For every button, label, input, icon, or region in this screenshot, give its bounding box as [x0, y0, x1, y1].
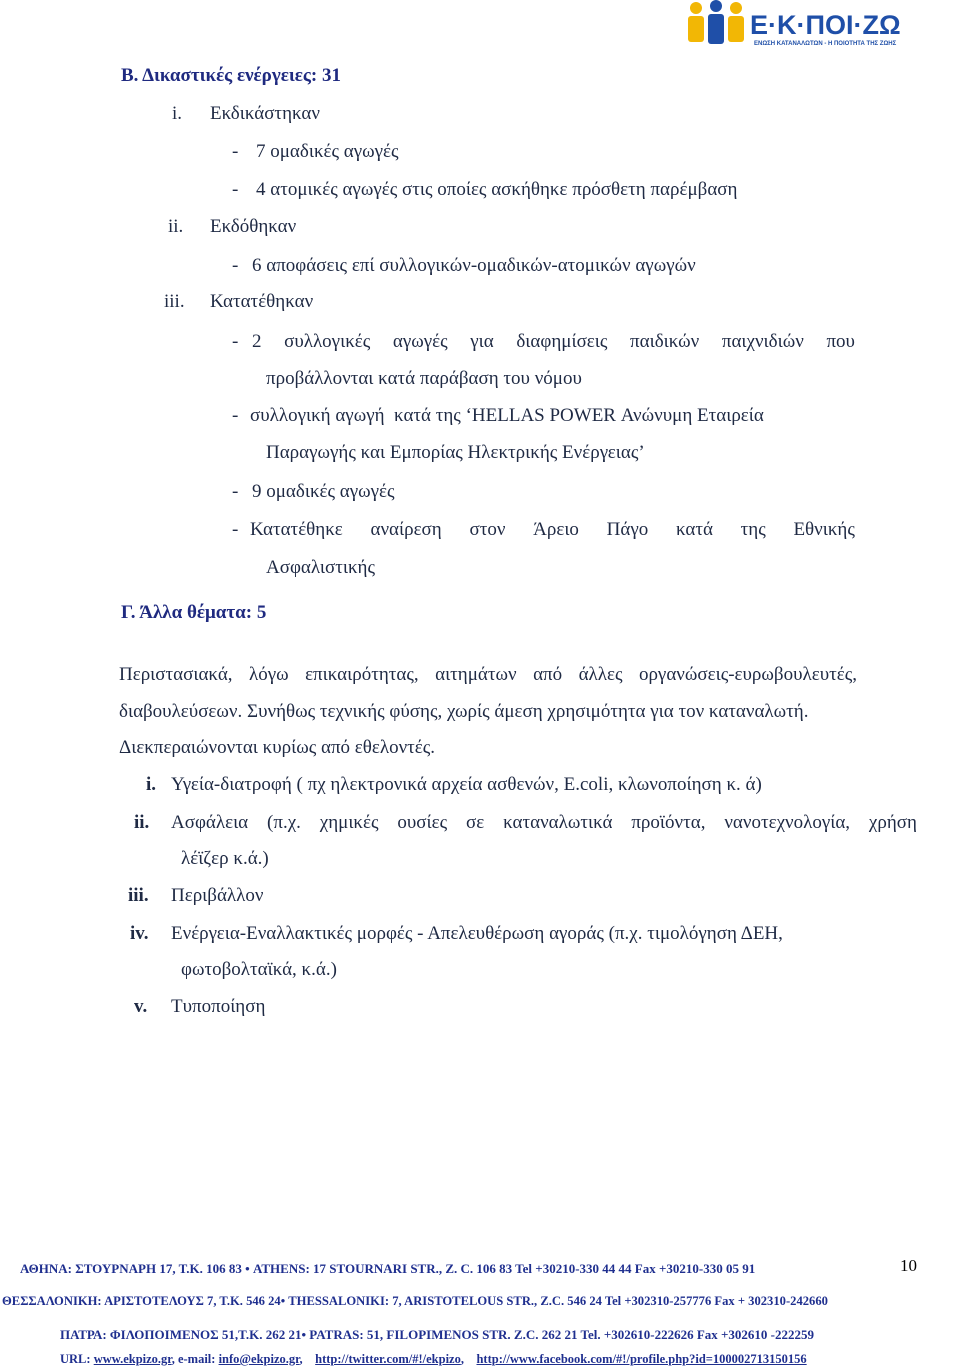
word: νανοτεχνολογία,: [724, 812, 851, 833]
word: αγωγές: [392, 331, 448, 352]
list-marker: i.: [172, 103, 183, 124]
list-item-continuation: λέϊζερ κ.ά.): [181, 848, 269, 869]
word: αναίρεση: [370, 519, 442, 540]
word: χρήση: [868, 812, 917, 833]
word: (π.χ.: [267, 812, 301, 833]
list-item-continuation: προβάλλονται κατά παράβαση του νόμου: [266, 368, 582, 389]
logo-text: Ε·Κ·ΠΟΙ·ΖΩ: [750, 10, 901, 40]
word: διαφημίσεις: [516, 331, 608, 352]
list-item-continuation: φωτοβολταϊκά, κ.ά.): [181, 959, 337, 980]
word: που: [826, 331, 855, 352]
dash: -: [232, 179, 239, 200]
email-link[interactable]: info@ekpizo.gr: [218, 1352, 300, 1366]
word: κατά: [675, 519, 713, 540]
word: Πάγο: [606, 519, 649, 540]
dash: -: [232, 141, 239, 162]
word: καταναλωτικά: [503, 812, 613, 833]
page-number: 10: [900, 1256, 917, 1275]
word: Εθνικής: [793, 519, 855, 540]
word: Κατατέθηκε: [250, 519, 343, 540]
word: χημικές: [319, 812, 379, 833]
email-label: , e-mail:: [171, 1352, 216, 1366]
word: λόγω: [249, 664, 289, 685]
word: από: [533, 664, 563, 685]
paragraph-line-justified: [119, 663, 857, 687]
dash: -: [232, 519, 239, 540]
list-item: 4 ατομικές αγωγές στις οποίες ασκήθηκε πρόσθετη παρέμβαση: [256, 179, 738, 200]
list-item-label: Εκδικάστηκαν: [210, 103, 320, 124]
list-item: 7 ομαδικές αγωγές: [256, 141, 399, 162]
word: 2: [252, 331, 262, 352]
word: επικαιρότητας,: [305, 664, 419, 685]
facebook-link[interactable]: http://www.facebook.com/#!/profile.php?id=100002713150156: [476, 1352, 807, 1366]
list-marker: iv.: [130, 923, 149, 944]
list-item: Ενέργεια-Εναλλακτικές μορφές - Απελευθέρωση αγοράς (π.χ. τιμολόγηση ΔΕΗ,: [171, 923, 783, 944]
word: άλλες: [578, 664, 623, 685]
word: στον: [469, 519, 506, 540]
url-label: URL:: [60, 1352, 91, 1366]
word: Περιστασιακά,: [119, 664, 233, 685]
dash: -: [232, 331, 239, 352]
logo-tagline: ΕΝΩΣΗ ΚΑΤΑΝΑΛΩΤΩΝ - Η ΠΟΙΟΤΗΤΑ ΤΗΣ ΖΩΗΣ: [754, 41, 897, 47]
word: παιδικών: [630, 331, 700, 352]
list-marker: ii.: [134, 812, 150, 833]
dash: -: [232, 405, 239, 426]
word: παιχνιδιών: [721, 331, 804, 352]
word: σε: [466, 812, 485, 833]
dash: -: [232, 481, 239, 502]
word: Άρειο: [533, 519, 579, 540]
list-item-justified: [250, 518, 855, 542]
twitter-link[interactable]: http://twitter.com/#!/ekpizo: [315, 1352, 461, 1366]
footer-links: URL: www.ekpizo.gr, e-mail: info@ekpizo.gr, http://twitter.com/#!/ekpizo, http://www.facebook.com/#!/profile.php?id=100002713150156: [60, 1352, 807, 1366]
list-item: Περιβάλλον: [171, 885, 264, 906]
logo-figures-icon: [684, 0, 954, 48]
ekpizo-logo: [684, 0, 954, 48]
word: για: [470, 331, 494, 352]
section-b-title: Β. Δικαστικές ενέργειες: 31: [121, 65, 341, 86]
list-item-label: Κατατέθηκαν: [210, 291, 314, 312]
list-item-justified: [252, 330, 855, 354]
word: οργανώσεις-ευρωβουλευτές,: [638, 664, 857, 685]
list-marker: i.: [146, 774, 157, 795]
list-item-continuation: Ασφαλιστικής: [266, 557, 375, 578]
list-item: Τυποποίηση: [171, 996, 266, 1017]
list-item: Υγεία-διατροφή ( πχ ηλεκτρονικά αρχεία ασθενών, E.coli, κλωνοποίηση κ. ά): [171, 774, 762, 795]
list-marker: iii.: [128, 885, 149, 906]
website-link[interactable]: www.ekpizo.gr: [93, 1352, 172, 1366]
list-item-justified: [171, 811, 917, 835]
list-item-label: Εκδόθηκαν: [210, 216, 297, 237]
list-marker: iii.: [164, 291, 185, 312]
footer-address-patras: ΠΑΤΡΑ: ΦΙΛΟΠΟΙΜΕΝΟΣ 51,Τ.Κ. 262 21• PATRAS: 51, FILOPIMENOS STR. Z.C. 262 21 Tel. +302610-222626 Fax +302610 -222259: [60, 1327, 815, 1342]
list-marker: v.: [134, 996, 148, 1017]
word: αιτημάτων: [435, 664, 517, 685]
list-item-continuation: Παραγωγής και Εμπορίας Ηλεκτρικής Ενέργειας’: [266, 442, 645, 463]
word: Ασφάλεια: [171, 812, 249, 833]
word: της: [740, 519, 766, 540]
footer-address-athens: ΑΘΗΝΑ: ΣΤΟΥΡΝΑΡΗ 17, Τ.Κ. 106 83 • ATHENS: 17 STOURNARI STR., Z. C. 106 83 Tel +30210-330 44 44 Fax +30210-330 05 91: [20, 1261, 756, 1276]
list-item: 6 αποφάσεις επί συλλογικών-ομαδικών-ατομικών αγωγών: [252, 255, 696, 276]
list-item: 9 ομαδικές αγωγές: [252, 481, 395, 502]
footer-address-thessaloniki: ΘΕΣΣΑΛΟΝΙΚΗ: ΑΡΙΣΤΟΤΕΛΟΥΣ 7, Τ.Κ. 546 24• THESSALONIKI: 7, ARISTOTELOUS STR., Z.C. 546 24 Tel +302310-257776 Fax + 302310-242660: [2, 1294, 828, 1308]
word: προϊόντα,: [631, 812, 706, 833]
word: ουσίες: [397, 812, 448, 833]
section-c-title: Γ. Άλλα θέματα: 5: [121, 602, 267, 623]
word: συλλογικές: [284, 331, 371, 352]
paragraph-line: διαβουλεύσεων. Συνήθως τεχνικής φύσης, χωρίς άμεση χρησιμότητα για τον καταναλωτή.: [119, 701, 809, 722]
list-item: συλλογική αγωγή κατά της ‘HELLAS POWER Ανώνυμη Εταιρεία: [250, 405, 764, 426]
list-marker: ii.: [168, 216, 184, 237]
dash: -: [232, 255, 239, 276]
paragraph-line: Διεκπεραιώνονται κυρίως από εθελοντές.: [119, 737, 436, 758]
